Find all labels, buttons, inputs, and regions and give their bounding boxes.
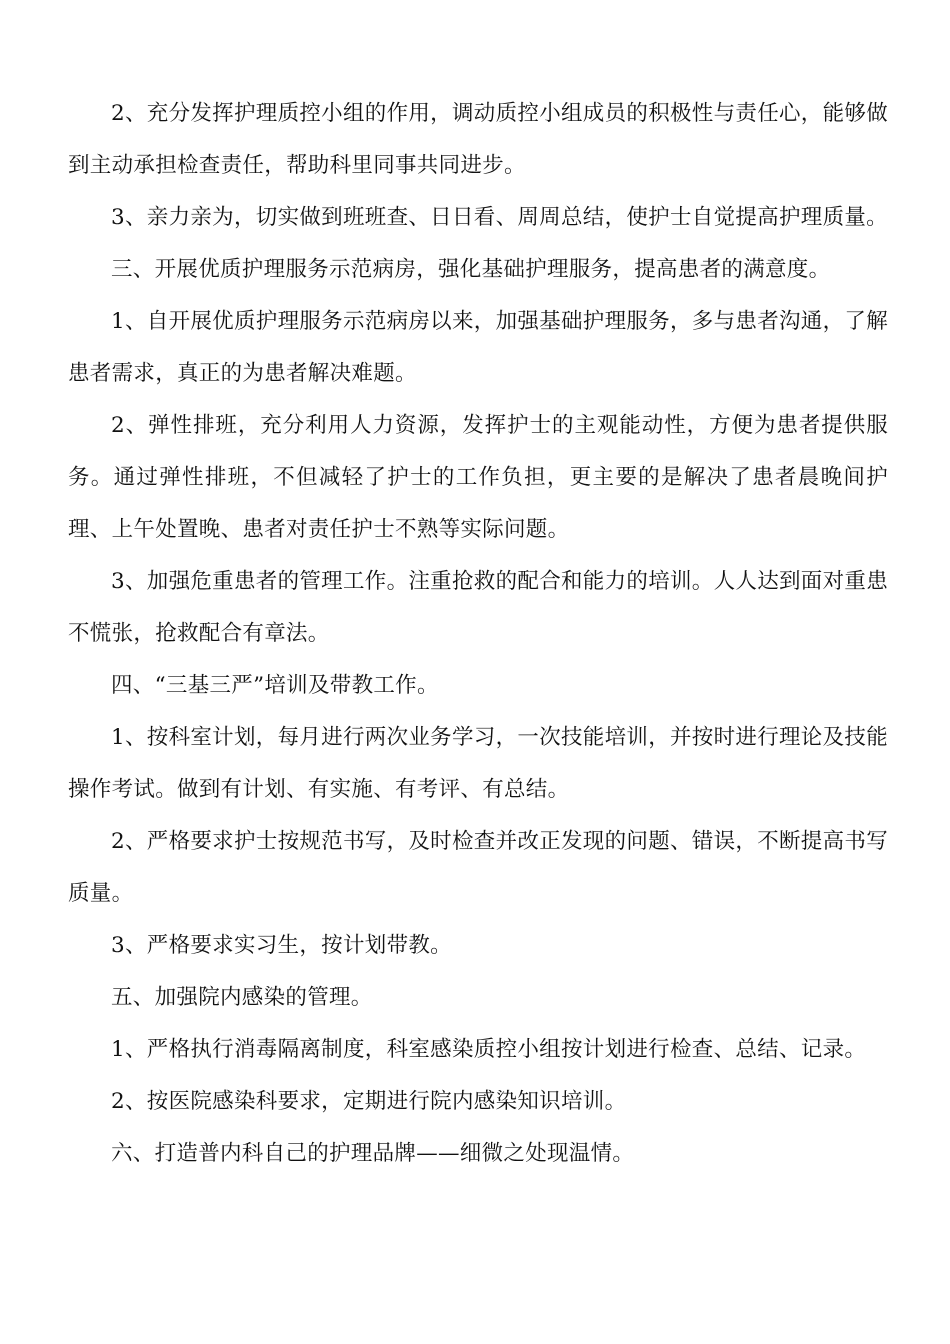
section-heading-5: 五、加强院内感染的管理。 — [111, 985, 373, 1010]
paragraph-personal-involvement: 3、亲力亲为，切实做到班班查、日日看、周周总结，使护士自觉提高护理质量。 — [111, 205, 888, 230]
paragraph-infection-training: 2、按医院感染科要求，定期进行院内感染知识培训。 — [111, 1089, 627, 1114]
paragraph-flexible-scheduling: 2、弹性排班，充分利用人力资源，发挥护士的主观能动性，方便为患者提供服务。通过弹性排班，不但减轻了护士的工作负担，更主要的是解决了患者晨晚间护理、上午处置晚、患者对责任护士不熟等实际问题。 — [68, 413, 888, 542]
section-heading-3: 三、开展优质护理服务示范病房，强化基础护理服务，提高患者的满意度。 — [111, 257, 831, 282]
paragraph-quality-control-group: 2、充分发挥护理质控小组的作用，调动质控小组成员的积极性与责任心，能够做到主动承担检查责任，帮助科里同事共同进步。 — [68, 101, 888, 178]
paragraph-basic-care-service: 1、自开展优质护理服务示范病房以来，加强基础护理服务，多与患者沟通，了解患者需求，真正的为患者解决难题。 — [68, 309, 888, 386]
section-heading-4: 四、“三基三严”培训及带教工作。 — [111, 673, 439, 698]
document-body — [68, 88, 888, 1180]
paragraph-critical-patient-management: 3、加强危重患者的管理工作。注重抢救的配合和能力的培训。人人达到面对重患不慌张，抢救配合有章法。 — [68, 569, 888, 646]
paragraph-disinfection-system: 1、严格执行消毒隔离制度，科室感染质控小组按计划进行检查、总结、记录。 — [111, 1037, 867, 1062]
paragraph-writing-standards: 2、严格要求护士按规范书写，及时检查并改正发现的问题、错误，不断提高书写质量。 — [68, 829, 888, 906]
paragraph-intern-teaching: 3、严格要求实习生，按计划带教。 — [111, 933, 452, 958]
paragraph-training-plan: 1、按科室计划，每月进行两次业务学习，一次技能培训，并按时进行理论及技能操作考试。做到有计划、有实施、有考评、有总结。 — [68, 725, 888, 802]
section-heading-6: 六、打造普内科自己的护理品牌——细微之处现温情。 — [111, 1141, 635, 1166]
